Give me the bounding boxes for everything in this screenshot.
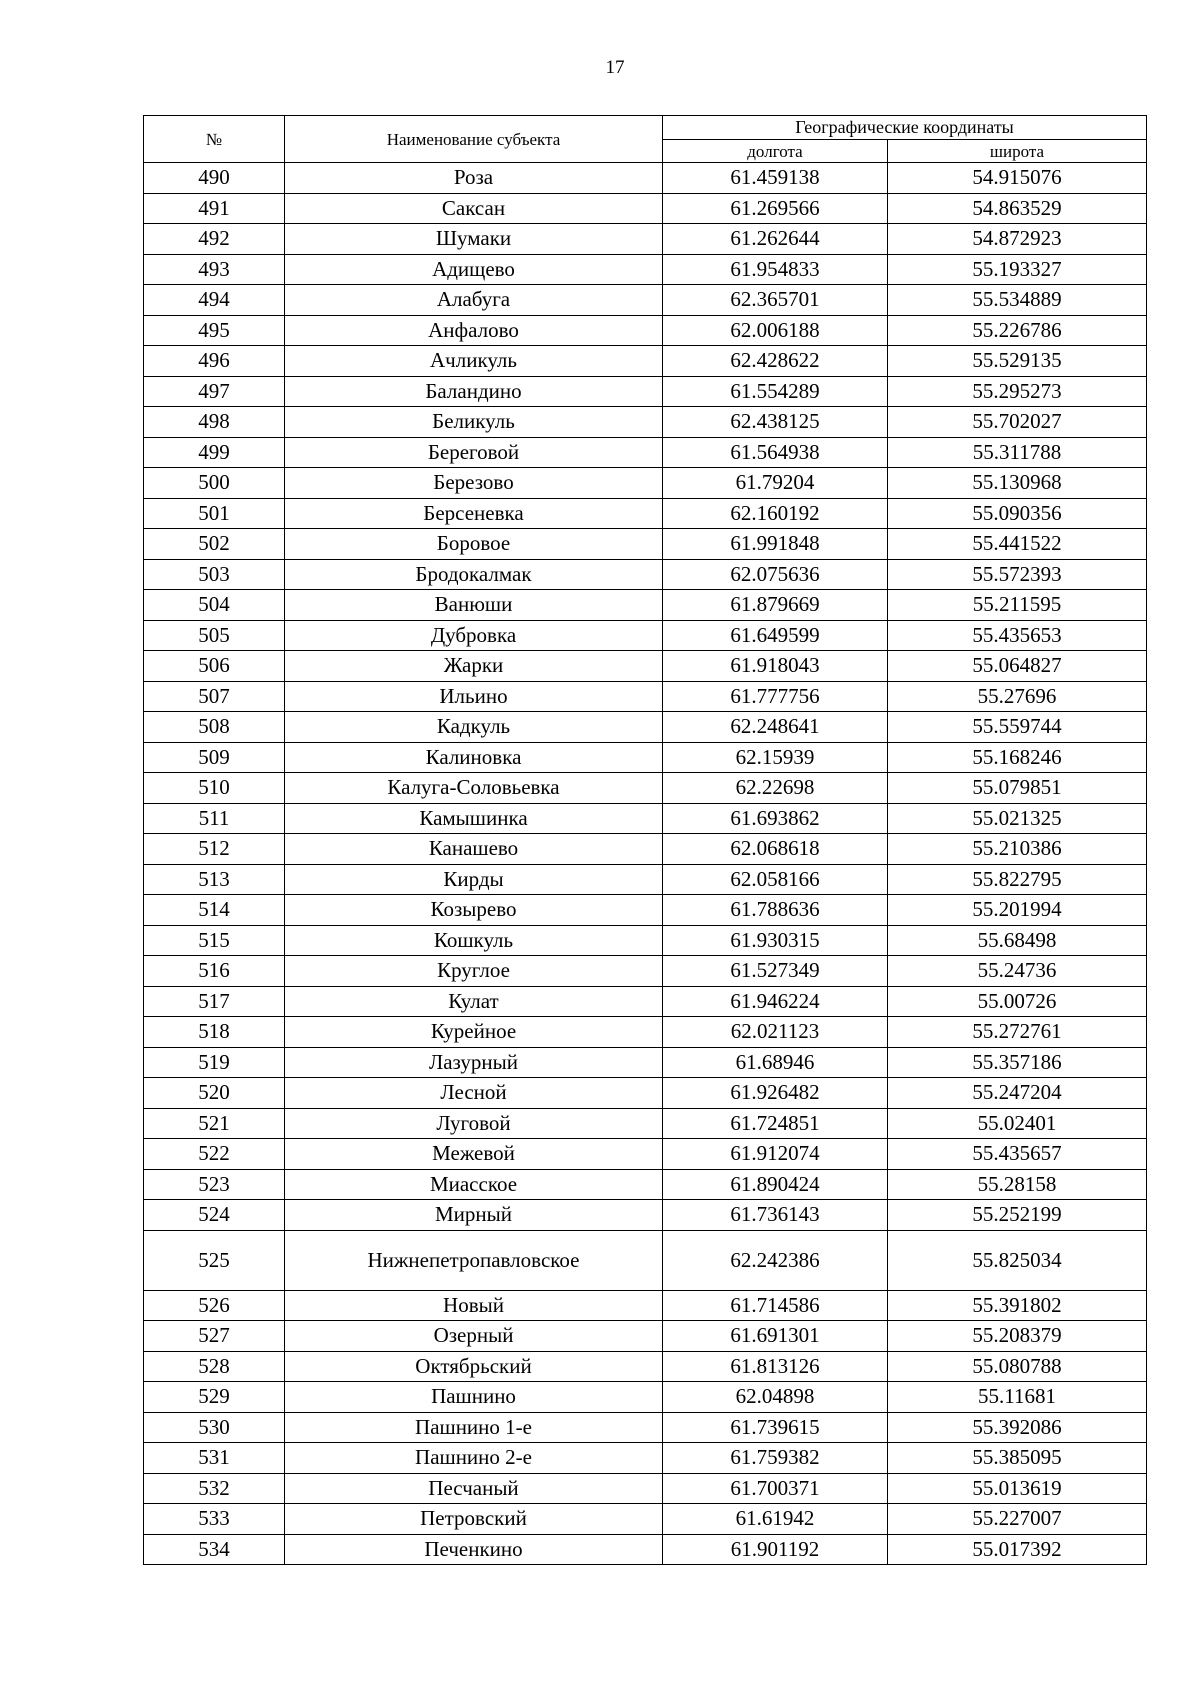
table-row — [144, 285, 1147, 316]
table-row — [144, 254, 1147, 285]
cell-longitude: 62.006188 — [663, 315, 888, 346]
cell-name: Пашнино — [285, 1382, 663, 1413]
cell-name: Ачликуль — [285, 346, 663, 377]
cell-number: 518 — [144, 1017, 285, 1048]
cell-latitude: 55.385095 — [888, 1443, 1147, 1474]
cell-name: Адищево — [285, 254, 663, 285]
table-row — [144, 1017, 1147, 1048]
table-row — [144, 773, 1147, 804]
cell-number: 527 — [144, 1321, 285, 1352]
table-row — [144, 864, 1147, 895]
cell-longitude: 61.459138 — [663, 163, 888, 194]
cell-longitude: 61.700371 — [663, 1473, 888, 1504]
table-row — [144, 376, 1147, 407]
cell-latitude: 55.211595 — [888, 590, 1147, 621]
table-row — [144, 1169, 1147, 1200]
cell-latitude: 54.872923 — [888, 224, 1147, 255]
cell-name: Песчаный — [285, 1473, 663, 1504]
cell-number: 493 — [144, 254, 285, 285]
cell-number: 497 — [144, 376, 285, 407]
cell-longitude: 61.901192 — [663, 1534, 888, 1565]
cell-longitude: 61.554289 — [663, 376, 888, 407]
cell-latitude: 55.27696 — [888, 681, 1147, 712]
table-row — [144, 163, 1147, 194]
cell-longitude: 61.691301 — [663, 1321, 888, 1352]
cell-latitude: 55.559744 — [888, 712, 1147, 743]
cell-number: 528 — [144, 1351, 285, 1382]
cell-latitude: 55.090356 — [888, 498, 1147, 529]
cell-name: Анфалово — [285, 315, 663, 346]
cell-longitude: 61.777756 — [663, 681, 888, 712]
cell-name: Боровое — [285, 529, 663, 560]
cell-name: Берсеневка — [285, 498, 663, 529]
cell-longitude: 61.724851 — [663, 1108, 888, 1139]
cell-latitude: 55.702027 — [888, 407, 1147, 438]
table-row — [144, 1139, 1147, 1170]
table-row — [144, 834, 1147, 865]
table-row — [144, 1108, 1147, 1139]
cell-name: Камышинка — [285, 803, 663, 834]
cell-number: 490 — [144, 163, 285, 194]
cell-longitude: 62.365701 — [663, 285, 888, 316]
cell-name: Баландино — [285, 376, 663, 407]
cell-name: Дубровка — [285, 620, 663, 651]
table-row — [144, 651, 1147, 682]
cell-latitude: 55.534889 — [888, 285, 1147, 316]
cell-longitude: 61.991848 — [663, 529, 888, 560]
table-row — [144, 986, 1147, 1017]
cell-name: Роза — [285, 163, 663, 194]
table-row — [144, 224, 1147, 255]
cell-number: 512 — [144, 834, 285, 865]
cell-name: Нижнепетропавловское — [285, 1230, 663, 1290]
table-row — [144, 712, 1147, 743]
table-row — [144, 468, 1147, 499]
table-row — [144, 1412, 1147, 1443]
cell-number: 515 — [144, 925, 285, 956]
cell-name: Кадкуль — [285, 712, 663, 743]
cell-latitude: 55.168246 — [888, 742, 1147, 773]
cell-number: 529 — [144, 1382, 285, 1413]
table-row — [144, 529, 1147, 560]
header-name: Наименование субъекта — [285, 116, 663, 163]
cell-longitude: 61.879669 — [663, 590, 888, 621]
cell-number: 502 — [144, 529, 285, 560]
table-row — [144, 346, 1147, 377]
cell-number: 491 — [144, 193, 285, 224]
cell-number: 503 — [144, 559, 285, 590]
cell-number: 513 — [144, 864, 285, 895]
cell-longitude: 61.912074 — [663, 1139, 888, 1170]
cell-longitude: 61.954833 — [663, 254, 888, 285]
cell-name: Петровский — [285, 1504, 663, 1535]
cell-name: Миасское — [285, 1169, 663, 1200]
cell-name: Алабуга — [285, 285, 663, 316]
cell-longitude: 61.79204 — [663, 468, 888, 499]
cell-name: Межевой — [285, 1139, 663, 1170]
cell-longitude: 61.693862 — [663, 803, 888, 834]
table-row — [144, 1443, 1147, 1474]
table-row — [144, 1351, 1147, 1382]
table-row — [144, 1200, 1147, 1231]
cell-latitude: 55.435653 — [888, 620, 1147, 651]
cell-number: 533 — [144, 1504, 285, 1535]
cell-number: 517 — [144, 986, 285, 1017]
table-row — [144, 956, 1147, 987]
cell-name: Жарки — [285, 651, 663, 682]
cell-name: Новый — [285, 1290, 663, 1321]
cell-latitude: 55.441522 — [888, 529, 1147, 560]
table-row — [144, 681, 1147, 712]
cell-number: 496 — [144, 346, 285, 377]
cell-latitude: 55.064827 — [888, 651, 1147, 682]
cell-number: 530 — [144, 1412, 285, 1443]
cell-name: Калиновка — [285, 742, 663, 773]
cell-name: Береговой — [285, 437, 663, 468]
cell-name: Пашнино 1-е — [285, 1412, 663, 1443]
table-row — [144, 1230, 1147, 1290]
cell-longitude: 62.068618 — [663, 834, 888, 865]
cell-number: 514 — [144, 895, 285, 926]
cell-name: Луговой — [285, 1108, 663, 1139]
cell-latitude: 55.572393 — [888, 559, 1147, 590]
cell-name: Пашнино 2-е — [285, 1443, 663, 1474]
cell-longitude: 62.22698 — [663, 773, 888, 804]
cell-latitude: 55.226786 — [888, 315, 1147, 346]
table-row — [144, 925, 1147, 956]
cell-name: Озерный — [285, 1321, 663, 1352]
cell-longitude: 62.04898 — [663, 1382, 888, 1413]
table-row — [144, 315, 1147, 346]
cell-number: 505 — [144, 620, 285, 651]
cell-latitude: 55.017392 — [888, 1534, 1147, 1565]
cell-longitude: 61.527349 — [663, 956, 888, 987]
cell-latitude: 55.529135 — [888, 346, 1147, 377]
cell-number: 495 — [144, 315, 285, 346]
cell-longitude: 61.564938 — [663, 437, 888, 468]
cell-latitude: 55.080788 — [888, 1351, 1147, 1382]
cell-number: 511 — [144, 803, 285, 834]
cell-number: 498 — [144, 407, 285, 438]
cell-latitude: 54.863529 — [888, 193, 1147, 224]
cell-longitude: 61.68946 — [663, 1047, 888, 1078]
cell-latitude: 55.227007 — [888, 1504, 1147, 1535]
table-row — [144, 1382, 1147, 1413]
cell-number: 507 — [144, 681, 285, 712]
cell-longitude: 61.649599 — [663, 620, 888, 651]
cell-latitude: 55.295273 — [888, 376, 1147, 407]
table-row — [144, 1321, 1147, 1352]
cell-name: Лазурный — [285, 1047, 663, 1078]
cell-number: 500 — [144, 468, 285, 499]
header-number: № — [144, 116, 285, 163]
cell-latitude: 55.193327 — [888, 254, 1147, 285]
cell-longitude: 61.759382 — [663, 1443, 888, 1474]
table-row — [144, 620, 1147, 651]
cell-latitude: 55.435657 — [888, 1139, 1147, 1170]
cell-number: 525 — [144, 1230, 285, 1290]
cell-number: 506 — [144, 651, 285, 682]
table-row — [144, 895, 1147, 926]
cell-name: Кулат — [285, 986, 663, 1017]
cell-latitude: 55.201994 — [888, 895, 1147, 926]
cell-number: 521 — [144, 1108, 285, 1139]
cell-name: Бродокалмак — [285, 559, 663, 590]
cell-latitude: 55.021325 — [888, 803, 1147, 834]
cell-name: Круглое — [285, 956, 663, 987]
cell-number: 516 — [144, 956, 285, 987]
cell-longitude: 61.714586 — [663, 1290, 888, 1321]
coordinates-table — [143, 115, 1147, 1565]
cell-longitude: 61.926482 — [663, 1078, 888, 1109]
cell-longitude: 61.930315 — [663, 925, 888, 956]
cell-number: 520 — [144, 1078, 285, 1109]
table-row — [144, 193, 1147, 224]
header-coordinates: Географические координаты — [663, 116, 1147, 140]
table-row — [144, 1078, 1147, 1109]
cell-latitude: 55.013619 — [888, 1473, 1147, 1504]
cell-latitude: 55.825034 — [888, 1230, 1147, 1290]
cell-longitude: 61.739615 — [663, 1412, 888, 1443]
cell-number: 523 — [144, 1169, 285, 1200]
cell-latitude: 55.130968 — [888, 468, 1147, 499]
cell-latitude: 55.68498 — [888, 925, 1147, 956]
cell-number: 534 — [144, 1534, 285, 1565]
cell-name: Октябрьский — [285, 1351, 663, 1382]
cell-longitude: 62.075636 — [663, 559, 888, 590]
cell-name: Ванюши — [285, 590, 663, 621]
cell-longitude: 62.438125 — [663, 407, 888, 438]
cell-number: 492 — [144, 224, 285, 255]
cell-number: 522 — [144, 1139, 285, 1170]
table-row — [144, 1290, 1147, 1321]
cell-longitude: 61.918043 — [663, 651, 888, 682]
cell-longitude: 62.242386 — [663, 1230, 888, 1290]
cell-longitude: 61.946224 — [663, 986, 888, 1017]
cell-number: 526 — [144, 1290, 285, 1321]
cell-latitude: 55.079851 — [888, 773, 1147, 804]
cell-number: 524 — [144, 1200, 285, 1231]
header-longitude: долгота — [663, 140, 888, 163]
cell-name: Беликуль — [285, 407, 663, 438]
cell-latitude: 55.311788 — [888, 437, 1147, 468]
table-row — [144, 1473, 1147, 1504]
cell-name: Кошкуль — [285, 925, 663, 956]
cell-longitude: 61.61942 — [663, 1504, 888, 1535]
cell-latitude: 55.252199 — [888, 1200, 1147, 1231]
table-row — [144, 559, 1147, 590]
cell-number: 531 — [144, 1443, 285, 1474]
table-row — [144, 407, 1147, 438]
cell-name: Курейное — [285, 1017, 663, 1048]
cell-latitude: 55.24736 — [888, 956, 1147, 987]
cell-latitude: 55.11681 — [888, 1382, 1147, 1413]
cell-name: Печенкино — [285, 1534, 663, 1565]
cell-number: 504 — [144, 590, 285, 621]
table-row — [144, 1047, 1147, 1078]
cell-latitude: 55.391802 — [888, 1290, 1147, 1321]
cell-number: 494 — [144, 285, 285, 316]
cell-name: Ильино — [285, 681, 663, 712]
table-row — [144, 437, 1147, 468]
cell-name: Калуга-Соловьевка — [285, 773, 663, 804]
cell-latitude: 55.28158 — [888, 1169, 1147, 1200]
cell-latitude: 55.822795 — [888, 864, 1147, 895]
cell-latitude: 55.247204 — [888, 1078, 1147, 1109]
cell-name: Шумаки — [285, 224, 663, 255]
cell-number: 501 — [144, 498, 285, 529]
cell-longitude: 61.890424 — [663, 1169, 888, 1200]
cell-latitude: 54.915076 — [888, 163, 1147, 194]
table-row — [144, 1504, 1147, 1535]
cell-latitude: 55.272761 — [888, 1017, 1147, 1048]
cell-longitude: 62.160192 — [663, 498, 888, 529]
page-number: 17 — [605, 57, 625, 78]
cell-longitude: 61.736143 — [663, 1200, 888, 1231]
cell-longitude: 61.788636 — [663, 895, 888, 926]
cell-latitude: 55.208379 — [888, 1321, 1147, 1352]
table-row — [144, 803, 1147, 834]
cell-name: Козырево — [285, 895, 663, 926]
cell-name: Лесной — [285, 1078, 663, 1109]
cell-latitude: 55.02401 — [888, 1108, 1147, 1139]
cell-name: Саксан — [285, 193, 663, 224]
cell-longitude: 62.058166 — [663, 864, 888, 895]
cell-number: 532 — [144, 1473, 285, 1504]
cell-number: 510 — [144, 773, 285, 804]
table-row — [144, 742, 1147, 773]
table-row — [144, 590, 1147, 621]
cell-number: 519 — [144, 1047, 285, 1078]
cell-latitude: 55.00726 — [888, 986, 1147, 1017]
cell-longitude: 61.262644 — [663, 224, 888, 255]
cell-longitude: 62.248641 — [663, 712, 888, 743]
cell-longitude: 62.021123 — [663, 1017, 888, 1048]
cell-longitude: 62.428622 — [663, 346, 888, 377]
cell-latitude: 55.392086 — [888, 1412, 1147, 1443]
cell-number: 509 — [144, 742, 285, 773]
cell-longitude: 62.15939 — [663, 742, 888, 773]
cell-longitude: 61.813126 — [663, 1351, 888, 1382]
table-row — [144, 1534, 1147, 1565]
cell-latitude: 55.210386 — [888, 834, 1147, 865]
cell-longitude: 61.269566 — [663, 193, 888, 224]
table-row — [144, 498, 1147, 529]
header-latitude: широта — [888, 140, 1147, 163]
cell-number: 508 — [144, 712, 285, 743]
cell-name: Мирный — [285, 1200, 663, 1231]
cell-latitude: 55.357186 — [888, 1047, 1147, 1078]
cell-name: Канашево — [285, 834, 663, 865]
cell-name: Кирды — [285, 864, 663, 895]
cell-number: 499 — [144, 437, 285, 468]
cell-name: Березово — [285, 468, 663, 499]
table-body — [144, 163, 1147, 1565]
